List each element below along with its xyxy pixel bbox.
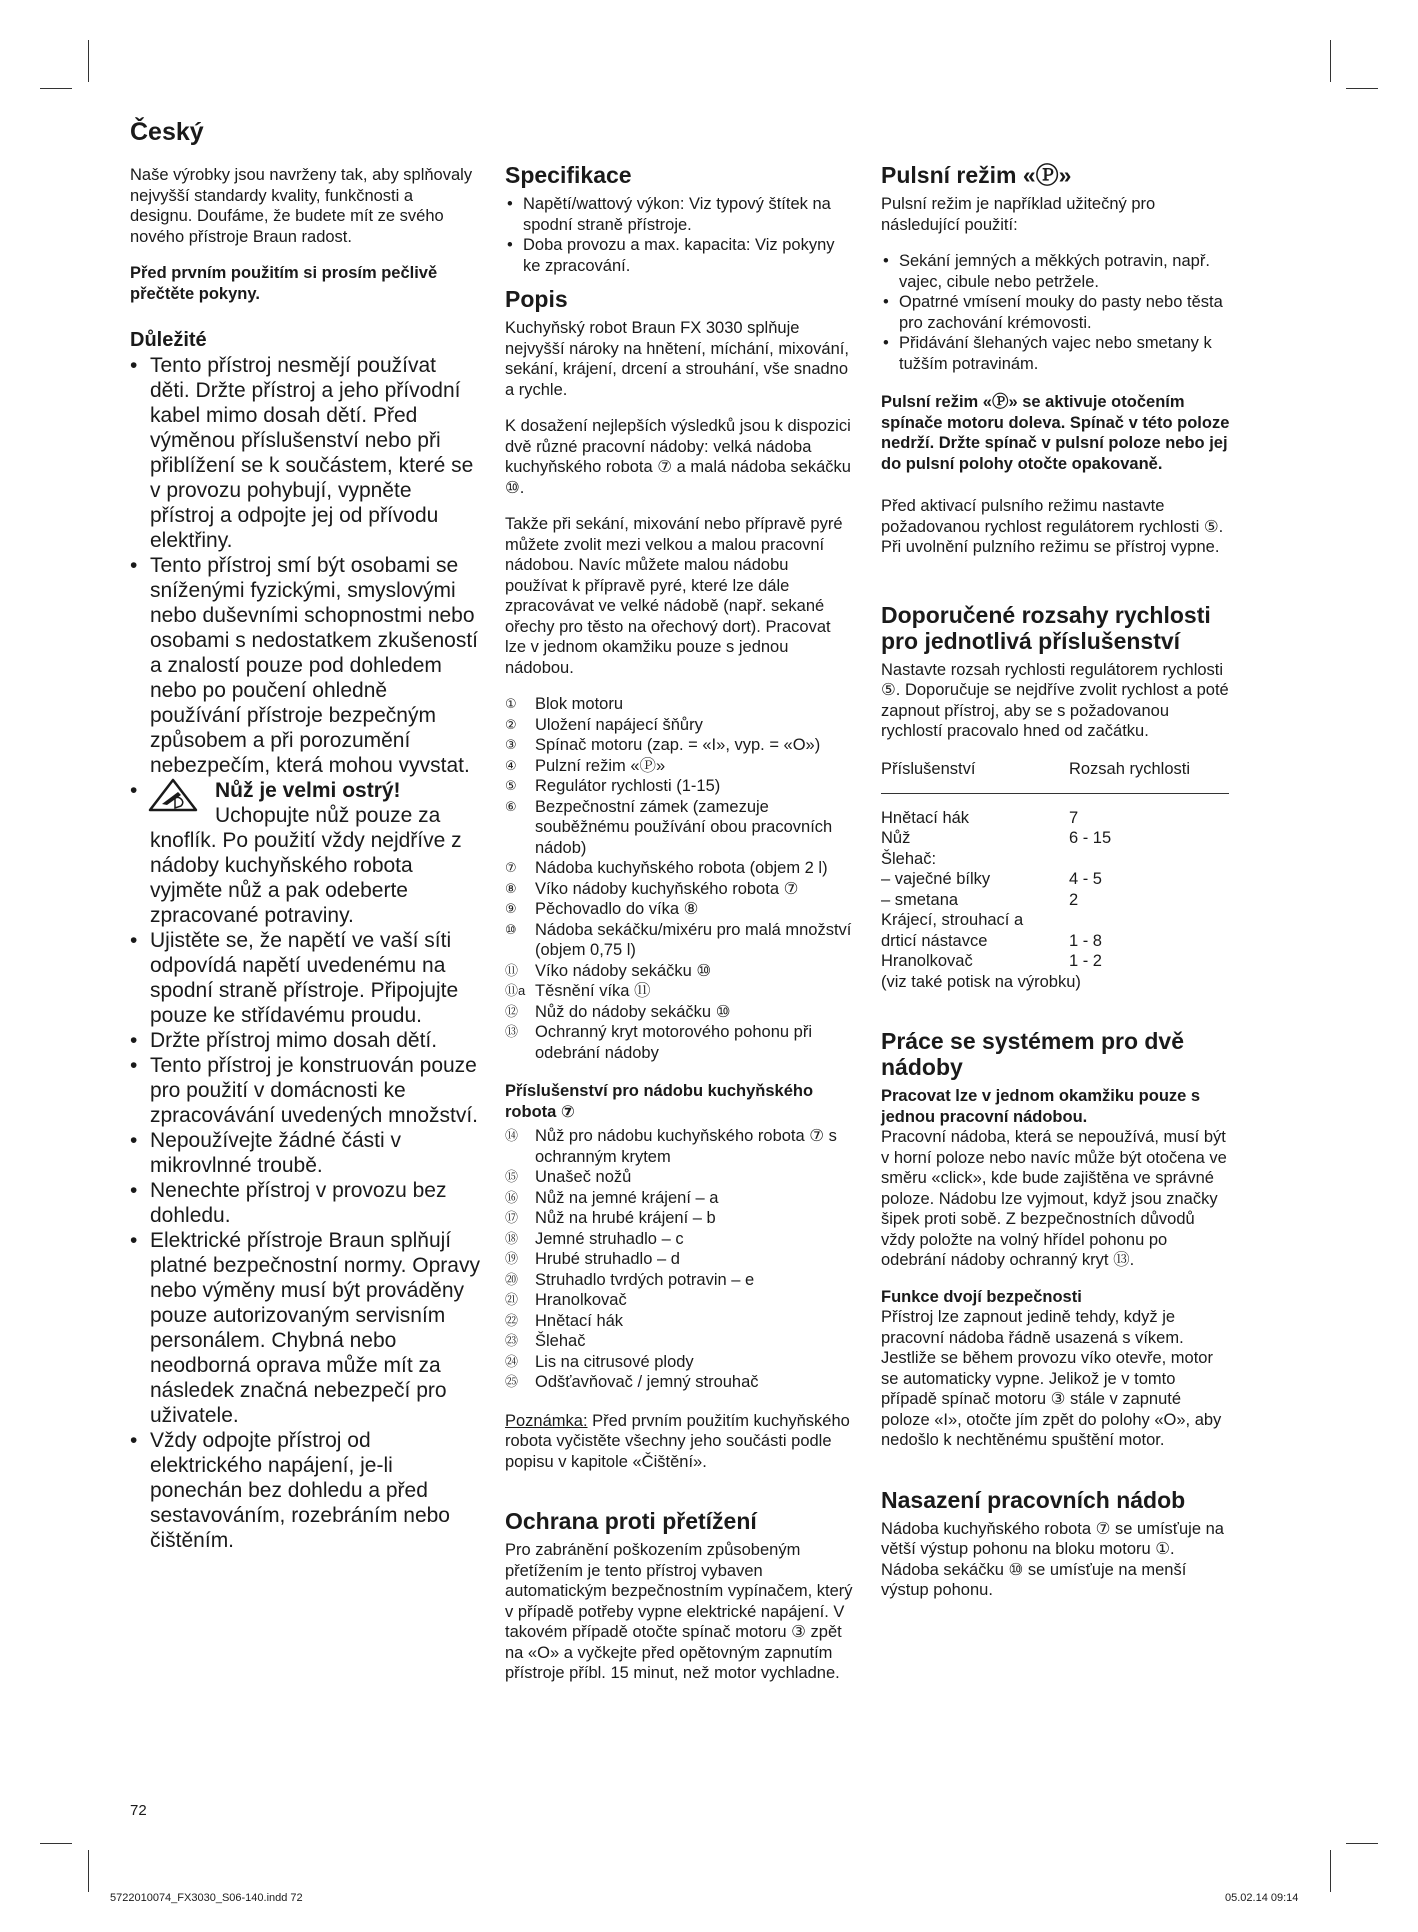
sharp-knife-warning-icon — [148, 778, 198, 812]
list-item: • Držte přístroj mimo dosah dětí. — [130, 1028, 480, 1053]
list-item: ② Uložení napájecí šňůry — [505, 715, 703, 734]
list-item: ⑳ Struhadlo tvrdých potravin – e — [505, 1270, 755, 1289]
list-item: • Tento přístroj je konstruován pouze pro použití v domácnosti ke zpracovávání uvedených množství. — [130, 1053, 480, 1128]
list-item: ⑧ Víko nádoby kuchyňského robota ⑦ — [505, 879, 799, 898]
pulse-heading: Pulsní režim «Ⓟ» — [881, 162, 1072, 188]
page-number: 72 — [130, 1802, 147, 1819]
list-item: • Nepoužívejte žádné části v mikrovlnné troubě. — [130, 1128, 480, 1178]
list-item: ㉕ Odšťavňovač / jemný strouhač — [505, 1373, 759, 1391]
list-item: • Tento přístroj smí být osobami se sníženými fyzickými, smyslovými nebo duševními schopnostmi nebo osobami s nedostatkem zkušeností a znalostí pouze pod dohledem nebo po poučení ohledně používání přístroje bezpečným způsobem a při porozumění nebezpečím, která mohou vyvstat. — [130, 553, 480, 778]
description-heading: Popis — [505, 286, 568, 312]
spec-list — [505, 194, 855, 276]
list-item: • Přidávání šlehaných vajec nebo smetany k tužším potravinám. — [881, 333, 1233, 374]
knife-warning — [130, 778, 480, 828]
safety-list — [130, 928, 480, 1553]
column-description — [505, 162, 855, 1700]
list-item: • Sekání jemných a měkkých potravin, např. vajec, cibule nebo petržele. — [881, 251, 1233, 292]
accessories-list — [505, 1126, 855, 1393]
list-item: • Elektrické přístroje Braun splňují platné bezpečnostní normy. Opravy nebo výměny musí být prováděny pouze autorizovaným servisním personálem. Chybná nebo neodborná oprava může mít za následek značná nebezpečí pro uživatele. — [130, 1228, 480, 1428]
mounting-paragraph: Nádoba kuchyňského robota ⑦ se umísťuje na větší výstup pohonu na bloku motoru ①. Nádoba sekáčku ⑩ se umísťuje na menší výstup pohonu. — [881, 1519, 1224, 1599]
table-row: – vaječné bílky 4 - 5 — [881, 870, 1102, 888]
crop-mark — [1330, 1850, 1331, 1892]
list-item: ④ Pulzní režim «Ⓟ» — [505, 756, 666, 775]
table-row: Šlehač: — [881, 849, 937, 868]
description-paragraph: K dosažení nejlepších výsledků jsou k dispozici dvě různé pracovní nádoby: velká nádoba kuchyňského robota ⑦ a malá nádoba sekáčku ⑩. — [505, 417, 851, 497]
description-paragraph: Kuchyňský robot Braun FX 3030 splňuje nejvyšší nároky na hnětení, míchání, mixování, sekání, krájení, drcení a strouhání, vše snadno a rychle. — [505, 319, 849, 399]
list-item: ⑰ Nůž na hrubé krájení – b — [505, 1209, 716, 1227]
crop-mark — [88, 40, 89, 82]
table-row: Krájecí, strouhací a — [881, 911, 1024, 929]
pulse-list — [881, 251, 1233, 374]
knife-warning-text: Uchopujte nůž pouze za — [215, 804, 441, 827]
list-item: ③ Spínač motoru (zap. = «I», vyp. = «O») — [505, 736, 821, 754]
overload-heading: Ochrana proti přetížení — [505, 1508, 757, 1534]
description-paragraph: Takže při sekání, mixování nebo přípravě pyré můžete zvolit mezi velkou a malou pracovní nádobou. Navíc můžete malou nádobu používat k přípravě pyré, které lze dále zpracovávat ve velké nádobě (např. sekané ořechy pro těsto na ořechový dort). Pracovat lze v jednom okamžiku pouze s jednou nádobou. — [505, 515, 843, 677]
pulse-intro: Pulsní režim je například užitečný pro následující použití: — [881, 195, 1156, 234]
list-item: • Opatrné vmísení mouky do pasty nebo těsta pro zachování krémovosti. — [881, 292, 1233, 333]
table-header: Příslušenství — [881, 758, 1069, 794]
pulse-paragraph: Před aktivací pulsního režimu nastavte požadovanou rychlost regulátorem rychlosti ⑤. Při uvolnění pulzního režimu se přístroj vypne. — [881, 497, 1224, 556]
table-row: drticí nástavce 1 - 8 — [881, 931, 1102, 950]
footer-filename: 5722010074_FX3030_S06-140.indd 72 — [110, 1892, 303, 1904]
list-item: ㉓ Šlehač — [505, 1332, 586, 1350]
table-row: (viz také potisk na výrobku) — [881, 972, 1081, 991]
crop-mark — [40, 1843, 72, 1844]
table-row: Hranolkovač 1 - 2 — [881, 952, 1102, 970]
speed-intro: Nastavte rozsah rychlosti regulátorem rychlosti ⑤. Doporučuje se nejdříve zvolit rychlost a poté zapnout přístroj, aby se s požadovanou rychlostí pracovalo hned od začátku. — [881, 660, 1229, 740]
before-use-notice: Před prvním použitím si prosím pečlivě přečtěte pokyny. — [130, 264, 438, 303]
list-item: ⑱ Jemné struhadlo – c — [505, 1229, 684, 1248]
list-item: ⑦ Nádoba kuchyňského robota (objem 2 l) — [505, 859, 828, 877]
overload-paragraph: Pro zabránění poškozením způsobeným přetížením je tento přístroj vybaven automatickým bezpečnostním vypínačem, který v případě potřeby vypne elektrické napájení. V takovém případě otočte spínač motoru ③ zpět na «O» a vyčkejte před opětovným zapnutím přístroje příbl. 15 minut, než motor vychladne. — [505, 1541, 853, 1682]
speed-table — [881, 758, 1229, 993]
list-item: • Nenechte přístroj v provozu bez dohledu. — [130, 1178, 480, 1228]
important-list — [130, 353, 480, 778]
crop-mark — [1330, 40, 1331, 82]
accessories-heading: Příslušenství pro nádobu kuchyňského robota ⑦ — [505, 1082, 814, 1121]
list-item: • Vždy odpojte přístroj od elektrického napájení, je-li ponechán bez dohledu a před sestavováním, rozebráním nebo čištěním. — [130, 1428, 480, 1553]
knife-warning-continued: knoflík. Po použití vždy nejdříve z nádoby kuchyňského robota vyjměte nůž a pak odeberte zpracované potraviny. — [150, 829, 462, 927]
table-header: Rozsah rychlosti — [1069, 758, 1229, 794]
list-item: ⑬ Ochranný kryt motorového pohonu při odebrání nádoby — [505, 1023, 812, 1062]
note-paragraph: Poznámka: Před prvním použitím kuchyňského robota vyčistěte všechny jeho součásti podle popisu v kapitole «Čištění». — [505, 1411, 850, 1471]
double-safety-heading: Funkce dvojí bezpečnosti — [881, 1287, 1082, 1306]
list-item: ㉔ Lis na citrusové plody — [505, 1352, 694, 1371]
page-title: Český — [130, 118, 204, 146]
parts-list — [505, 694, 855, 1063]
list-item: • Napětí/wattový výkon: Viz typový štítek na spodní straně přístroje. — [505, 194, 855, 235]
two-bowl-paragraph: Pracovní nádoba, která se nepoužívá, musí být v horní poloze nebo navíc může být otočena ve směru «click», kde bude zajištěna ve správné poloze. Nádobu lze vyjmout, když jsou značky šipek proti sobě. Z bezpečnostních důvodů vždy položte na volný hřídel pohonu po odebrání nádoby ochranný kryt ⑬. — [881, 1128, 1227, 1269]
speed-heading: Doporučené rozsahy rychlosti pro jednotlivá příslušenství — [881, 601, 1211, 654]
intro-paragraph: Naše výrobky jsou navrženy tak, aby splňovaly nejvyšší standardy kvality, funkčnosti a designu. Doufáme, že budete mít ze svého nového přístroje Braun radost. — [130, 166, 473, 246]
crop-mark — [1346, 88, 1378, 89]
list-item: ① Blok motoru — [505, 695, 624, 713]
table-row: – smetana 2 — [881, 890, 1079, 909]
spec-heading: Specifikace — [505, 162, 632, 188]
pulse-activation: Pulsní režim «Ⓟ» se aktivuje otočením spínače motoru doleva. Spínač v této poloze nedrží. Držte spínač v pulsní poloze nebo jej do pulsní polohy otočte opakovaně. — [881, 393, 1230, 473]
list-item: ⑥ Bezpečnostní zámek (zamezuje souběžnému používání obou pracovních nádob) — [505, 797, 833, 857]
list-item: ⑮ Unašeč nožů — [505, 1168, 632, 1186]
list-item: ⑤ Regulátor rychlosti (1-15) — [505, 777, 721, 795]
column-safety — [130, 165, 480, 1553]
mounting-heading: Nasazení pracovních nádob — [881, 1486, 1186, 1513]
list-item: • Ujistěte se, že napětí ve vaší síti odpovídá napětí uvedenému na spodní straně přístroje. Připojujte pouze ke střídavému proudu. — [130, 928, 480, 1028]
list-item: ⑲ Hrubé struhadlo – d — [505, 1250, 680, 1268]
footer-timestamp: 05.02.14 09:14 — [1225, 1892, 1299, 1904]
important-heading: Důležité — [130, 329, 207, 351]
list-item: • Tento přístroj nesmějí používat děti. Držte přístroj a jeho přívodní kabel mimo dosah dětí. Před výměnou příslušenství nebo při přiblížení se k součástem, které se v provozu pohybují, vypněte přístroj a odpojte jej od přívodu elektřiny. — [130, 353, 480, 553]
list-item: • Doba provozu a max. kapacita: Viz pokyny ke zpracování. — [505, 235, 855, 276]
list-item: ⑪ Víko nádoby sekáčku ⑩ — [505, 961, 712, 980]
two-bowl-heading: Práce se systémem pro dvě nádoby — [881, 1028, 1185, 1080]
table-row: Hnětací hák 7 — [881, 808, 1079, 827]
crop-mark — [40, 88, 72, 89]
column-operation — [881, 162, 1233, 1617]
list-item: ㉒ Hnětací hák — [505, 1311, 624, 1330]
crop-mark — [88, 1850, 89, 1892]
crop-mark — [1346, 1843, 1378, 1844]
knife-warning-title: • Nůž je velmi ostrý! — [215, 779, 401, 802]
double-safety-paragraph: Přístroj lze zapnout jedině tehdy, když je pracovní nádoba řádně usazená s víkem. Jestliže se během provozu víko otevře, motor se automaticky vypne. Jelikož je v tomto případě spínač motoru ③ stále v zapnuté poloze «I», otočte jím zpět do polohy «O», aby nedošlo k nechtěnému spuštění motor. — [881, 1308, 1222, 1449]
note-label: Poznámka: — [505, 1411, 588, 1430]
table-row: Nůž 6 - 15 — [881, 829, 1112, 847]
list-item: ㉑ Hranolkovač — [505, 1291, 627, 1309]
list-item: ⑭ Nůž pro nádobu kuchyňského robota ⑦ s ochranným krytem — [505, 1127, 837, 1166]
list-item: ⑩ Nádoba sekáčku/mixéru pro malá množství (objem 0,75 l) — [505, 920, 852, 959]
list-item: ⑨ Pěchovadlo do víka ⑧ — [505, 900, 699, 918]
list-item: ⑫ Nůž do nádoby sekáčku ⑩ — [505, 1002, 731, 1021]
two-bowl-bold: Pracovat lze v jednom okamžiku pouze s jednou pracovní nádobou. — [881, 1087, 1201, 1126]
list-item: ⑯ Nůž na jemné krájení – a — [505, 1188, 719, 1207]
list-item: ⑪a Těsnění víka ⑪ — [505, 982, 651, 1000]
